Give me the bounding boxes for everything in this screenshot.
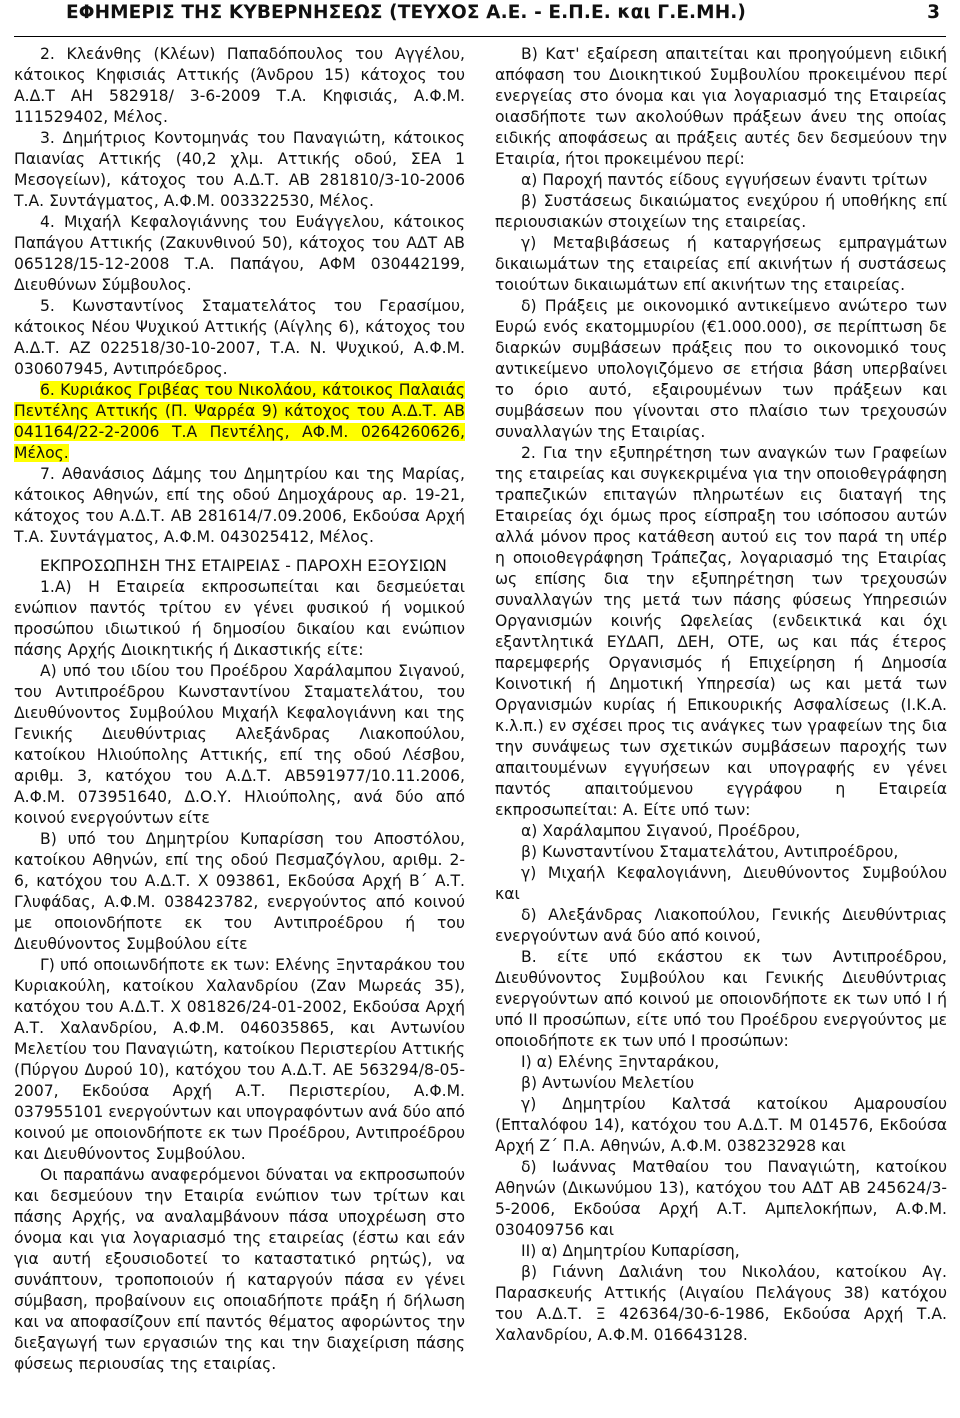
representation-option-b: Β) υπό του Δημητρίου Κυπαρίσση του Αποστόλου, κατοίκου Αθηνών, επί της οδού Πεσμαζόγλου, αριθμ. 2-6, κατόχου του Α.Δ.Τ. Χ 093861, Εκδούσα Αρχή Β΄ Α.Τ. Γλυφάδας, Α.Φ.Μ. 038423782, ενεργούντος από κοινού με οποιονδήποτε εκ του Αντιπροέδρου ή του Διευθύνοντος Συμβούλου είτε <box>14 830 465 953</box>
group-1-a: Ι) α) Ελένης Ξηνταράκου, <box>521 1053 720 1071</box>
exception-item-a: α) Παροχή παντός είδους εγγυήσεων έναντι τρίτων <box>521 171 928 189</box>
right-column <box>495 44 947 1346</box>
member-entry-4: 4. Μιχαήλ Κεφαλογιάννης του Ευάγγελου, κάτοικος Παπάγου Αττικής (Ζακυνθινού 50), κάτοχος του ΑΔΤ ΑΒ 065128/15-12-2008 Τ.Α. Παπάγου, ΑΦΜ 030442199, Διευθύνων Σύμβουλος. <box>14 213 465 294</box>
member-entry-6-highlighted <box>14 380 465 464</box>
signatory-a: α) Χαράλαμπου Σιγανού, Προέδρου, <box>521 822 801 840</box>
member-entry-3: 3. Δημήτριος Κοντομηνάς του Παναγιώτη, κάτοικος Παιανίας Αττικής (40,2 χλμ. Αττικής οδού, ΣΕΑ 1 Μεσογείων), κάτοχος του Α.Δ.Τ. ΑΒ 281810/3-10-2006 Τ.Α. Συντάγματος, Α.Φ.Μ. 003322530, Μέλος. <box>14 129 465 210</box>
powers-paragraph: Οι παραπάνω αναφερόμενοι δύναται να εκπροσωπούν και δεσμεύουν την Εταιρία ενώπιον των τρίτων και πάσης Αρχής, να αναλαμβάνουν πάσα υποχρέωση στο όνομα και για λογαριασμό της εταιρείας (έστω και εάν για αυτή εξουσιοδοτεί το καταστατικό ρητώς), να συνάπτουν, τροποποιούν ή καταργούν πάσα εν γένει σύμβαση, προβαίνουν εις οποιαδήποτε πράξη ή δήλωση και να αποφασίζουν επί παντός θέματος αφορώντος την διεξαγωγή των εργασιών της και την διαχείριση πάσης φύσεως περιουσίας της εταιρίας. <box>14 1166 465 1373</box>
exception-paragraph: Β) Κατ' εξαίρεση απαιτείται και προηγούμενη ειδική απόφαση του Διοικητικού Συμβουλίου προκειμένου περί ενεργείας στο όνομα και για λογαριασμό της Εταιρείας οιασδήποτε των ακολούθων πράξεων άνευ της οποίας ειδικής αποφάσεως αι πράξεις αυτές δεν δεσμεύουν την Εταιρία, ήτοι προκειμένου περί: <box>495 45 947 168</box>
exception-item-b: β) Συστάσεως δικαιώματος ενεχύρου ή υποθήκης επί περιουσιακών στοιχείων της εταιρείας. <box>495 192 947 231</box>
representation-paragraph: 1.Α) Η Εταιρεία εκπροσωπείται και δεσμεύεται ενώπιον παντός τρίτου εν γένει φυσικού ή νομικού προσώπου ιδιωτικού ή δημοσίου δικαίου και ενώπιον πάσης Αρχής Διοικητικής ή Δικαστικής είτε: <box>14 578 465 659</box>
exception-item-c: γ) Μεταβιβάσεως ή καταργήσεως εμπραγμάτων δικαιωμάτων της εταιρείας επί ακινήτων ή συστάσεως τοιούτων δικαιωμάτων επί ακινήτων της εταιρείας. <box>495 234 947 294</box>
group-1-b: β) Αντωνίου Μελετίου <box>521 1074 695 1092</box>
group-2-b: β) Γιάννη Δαλιάνη του Νικολάου, κατοίκου Αγ. Παρασκευής Αττικής (Αιγαίου Πελάγους 38) κατόχου του Α.Δ.Τ. Ξ 426364/30-6-1986, Εκδούσα Αρχή Τ.Α. Χαλανδρίου, Α.Φ.Μ. 016643128. <box>495 1263 947 1344</box>
left-column <box>14 44 465 1375</box>
group-1-c: γ) Δημητρίου Καλτσά κατοίκου Αμαρουσίου (Επταλόφου 14), κατόχου του Α.Δ.Τ. Μ 014576, Εκδούσα Αρχή Ζ΄ Π.Α. Αθηνών, Α.Φ.Μ. 038232928 και <box>495 1095 947 1155</box>
option-b-paragraph: Β. είτε υπό εκάστου εκ των Αντιπροέδρου, Διευθύνοντος Συμβούλου και Γενικής Διευθύντριας ενεργούντων από κοινού με οποιονδήποτε εκ των υπό Ι ή υπό ΙΙ προσώπων, είτε υπό του Προέδρου ενεργούντος με οποιοδήποτε εκ των υπό Ι προσώπων: <box>495 948 947 1050</box>
representation-option-c: Γ) υπό οποιωνδήποτε εκ των: Ελένης Ξηνταράκου του Κυριακούλη, κατοίκου Χαλανδρίου (Ζαν Μωρεάς 35), κατόχου του Α.Δ.Τ. Χ 081826/24-01-2002, Εκδούσα Αρχή Α.Τ. Χαλανδρίου, Α.Φ.Μ. 046035865, και Αντωνίου Μελετίου του Παναγιώτη, κατοίκου Περιστερίου Αττικής (Πύργου Δυρού 10), κατόχου του Α.Δ.Τ. ΑΕ 563294/8-05-2007, Εκδούσα Αρχή Α.Τ. Περιστερίου, Α.Φ.Μ. 037955101 ενεργούντων και υπογραφόντων ανά δύο από κοινού με οποιονδήποτε εκ των Προέδρου, Αντιπροέδρου και Διευθύνοντος Συμβούλου. <box>14 956 465 1163</box>
group-2-a: ΙΙ) α) Δημητρίου Κυπαρίσση, <box>521 1242 740 1260</box>
signatory-d: δ) Αλεξάνδρας Λιακοπούλου, Γενικής Διευθύντριας ενεργούντων ανά δύο από κοινού, <box>495 906 947 945</box>
office-needs-paragraph: 2. Για την εξυπηρέτηση των αναγκών των Γραφείων της εταιρείας και συγκεκριμένα για την οποιοθεγράφηση τραπεζικών επιταγών πληρωτέων εις διαταγή της Εταιρείας όχι όμως προς είσπραξη του ισόποσου αυτών αλλά μόνον προς κατάθεση αυτού εις τον παρά τη υπέρ η οποιοθεγράφηση Τράπεζας, λογαριασμό της Εταιρίας ως επίσης δια την εξυπηρέτηση των τρεχουσών συναλλαγών της μετά των πάσης φύσεως Υπηρεσιών Οργανισμών κοινής Ωφελείας (ενδεικτικά και όχι εξαντλητικά ΕΥΔΑΠ, ΔΕΗ, ΟΤΕ, ως και πάς έτερος παρεμφερής Οργανισμός ή Επιχείρηση ή Δημοσία Κοινοτική ή Δημοτική Υπηρεσία) ως και μετά των Οργανισμών κυρίας ή Επικουρικής Ασφαλίσεως (Ι.Κ.Α. κ.λ.π.) εν σχέσει προς τις ανάγκες των γραφείων της δια την συνάψεως των σχετικών συμβάσεων παροχής των απαιτουμένων εγγυήσεων και υπογραφής εν γένει παντός απαιτούμενου εγγράφου η Εταιρεία εκπροσωπείται: Α. Είτε υπό των: <box>495 444 947 819</box>
gazette-title: ΕΦΗΜΕΡΙΣ ΤΗΣ ΚΥΒΕΡΝΗΣΕΩΣ (ΤΕΥΧΟΣ Α.Ε. - Ε.Π.Ε. και Γ.Ε.ΜΗ.) <box>66 2 746 23</box>
page-header <box>14 0 946 37</box>
highlight-mark: 6. Κυριάκος Γριβέας του Νικολάου, κάτοικος Παλαιάς Πεντέλης Αττικής (Π. Ψαρρέα 9) κάτοχος του Α.Δ.Τ. ΑΒ 041164/22-2-2006 Τ.Α Πεντέλης, ΑΦ.Μ. 0264260626, Μέλος. <box>14 381 465 462</box>
page-number: 3 <box>927 2 940 23</box>
member-entry-2: 2. Κλεάνθης (Κλέων) Παπαδόπουλος του Αγγέλου, κάτοικος Κηφισιάς Αττικής (Άνδρου 15) κάτοχος του Α.Δ.Τ ΑΗ 582918/ 3-6-2009 Τ.Α. Κηφισιάς, Α.Φ.Μ. 111529402, Μέλος. <box>14 45 465 126</box>
representation-option-a: Α) υπό του ιδίου του Προέδρου Χαράλαμπου Σιγανού, του Αντιπροέδρου Κωνσταντίνου Σταματελάτου, του Διευθύνοντος Συμβούλου Μιχαήλ Κεφαλογιάννη και της Γενικής Διευθύντριας Αλεξάνδρας Λιακοπούλου, κατοίκου Ηλιούπολης Αττικής, επί της οδού Λέσβου, αριθμ. 3, κατόχου του Α.Δ.Τ. ΑΒ591977/10.11.2006, Α.Φ.Μ. 073951640, Δ.Ο.Υ. Ηλιούπολης, ανά δύο από κοινού ενεργούντων είτε <box>14 662 465 827</box>
member-entry-5: 5. Κωνσταντίνος Σταματελάτος του Γερασίμου, κάτοικος Νέου Ψυχικού Αττικής (Αίγλης 6), κάτοχος του Α.Δ.Τ. ΑΖ 022518/30-10-2007, Τ.Α. Ν. Ψυχικού, Α.Φ.Μ. 030607945, Αντιπρόεδρος. <box>14 297 465 378</box>
signatory-b: β) Κωνσταντίνου Σταματελάτου, Αντιπροέδρου, <box>521 843 899 861</box>
exception-item-d: δ) Πράξεις με οικονομικό αντικείμενο ανώτερο των Ευρώ ενός εκατομμυρίου (€1.000.000), σε περίπτωση δε διαρκών συμβάσεων πράξεις που το οικονομικό τους αντικείμενο υπολογιζόμενο σε ετήσια βάση υπερβαίνει το όριο αυτό, εξαιρουμένων των πράξεων και συμβάσεων που γίνονται στο πλαίσιο των τρεχουσών συναλλαγών της Εταιρίας. <box>495 297 947 441</box>
member-entry-7: 7. Αθανάσιος Δάμης του Δημητρίου και της Μαρίας, κάτοικος Αθηνών, επί της οδού Δημοχάρους αρ. 19-21, κάτοχος του Α.Δ.Τ. ΑΒ 281614/7.09.2006, Εκδούσα Αρχή Τ.Α. Συντάγματος, Α.Φ.Μ. 043025412, Μέλος. <box>14 465 465 546</box>
signatory-c: γ) Μιχαήλ Κεφαλογιάννη, Διευθύνοντος Συμβούλου και <box>495 864 947 903</box>
group-1-d: δ) Ιωάννας Ματθαίου του Παναγιώτη, κατοίκου Αθηνών (Δικωνύμου 13), κατόχου του ΑΔΤ ΑΒ 245624/3-5-2006, Εκδούσα Αρχή Α.Τ. Αμπελοκήπων, Α.Φ.Μ. 030409756 και <box>495 1158 947 1239</box>
section-heading: ΕΚΠΡΟΣΩΠΗΣΗ ΤΗΣ ΕΤΑΙΡΕΙΑΣ - ΠΑΡΟΧΗ ΕΞΟΥΣΙΩΝ <box>40 557 447 575</box>
